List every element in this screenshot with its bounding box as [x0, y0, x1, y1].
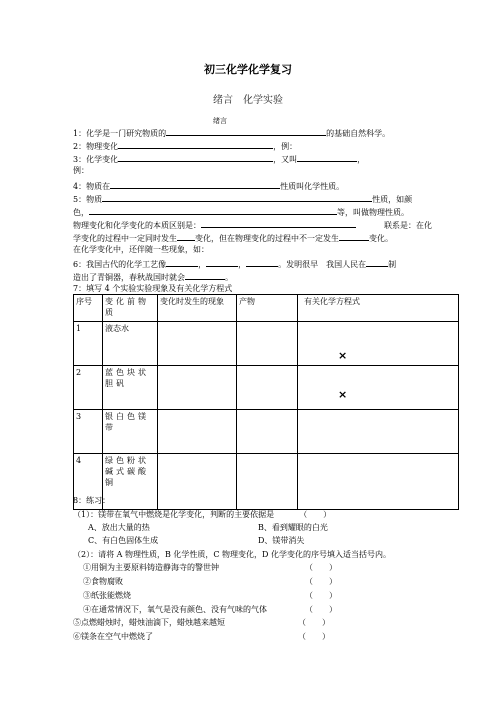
row-product-cell[interactable] — [237, 366, 298, 410]
q5-line-2 — [73, 206, 409, 218]
row-phenomenon-cell[interactable] — [158, 454, 237, 510]
option-d: D、镁带消失 — [258, 536, 305, 545]
row-substance: 液态水 — [103, 322, 158, 366]
q5-line — [73, 193, 412, 205]
table-row — [74, 410, 459, 454]
exercise-q2: （2）：请将 A 物理性质，B 化学性质，C 物理变化，D 化学变化的序号填入适当括号内。 — [73, 550, 391, 559]
q6-blank-1[interactable] — [166, 258, 198, 267]
list-item: ④在通常情况下，氧气是没有颜色、没有气味的气体 — [83, 605, 267, 614]
table-header-row — [74, 295, 459, 322]
relation-blank-1[interactable] — [177, 232, 195, 241]
q1-blank[interactable] — [166, 127, 326, 136]
q3-text: 3：化学变化 — [73, 155, 119, 164]
relation-blank-2[interactable] — [339, 232, 369, 241]
option-a: A、放出大量的热 — [88, 523, 150, 532]
q5-text-end: 等，叫做物理性质。 — [337, 208, 409, 217]
list-item: ①用铜为主要原料铸造静海寺的警世钟 — [83, 563, 219, 572]
q3-line — [73, 153, 365, 165]
header-equation: 有关化学方程式 — [298, 295, 459, 322]
q4-text-end: 性质叫化学性质。 — [280, 182, 345, 191]
row-no: 3 — [74, 410, 103, 454]
row-product-cell[interactable] — [237, 322, 298, 366]
q6-line-2 — [73, 271, 233, 283]
answer-paren[interactable]: （ ） — [305, 605, 337, 614]
row-product-cell[interactable] — [237, 454, 298, 510]
q5-blank-1[interactable] — [102, 193, 372, 202]
q2-text-end: ，例： — [273, 142, 298, 151]
chapter-subtitle: 绪言 化学实验 — [213, 95, 283, 106]
q6-period: 。 — [225, 273, 233, 282]
row-equation-cell[interactable] — [298, 366, 459, 410]
diff-text: 物理变化和化学变化的本质区别是： — [73, 221, 201, 230]
list-item: ②食物腐败 — [83, 577, 123, 586]
q3-text-end: ， — [357, 155, 366, 164]
q1-line — [73, 127, 390, 139]
header-phenomenon: 变化时发生的现象 — [158, 295, 237, 322]
table-row — [74, 322, 459, 366]
section-heading: 绪言 — [213, 117, 227, 125]
table-row — [74, 366, 459, 410]
row-equation-cell[interactable] — [298, 322, 459, 366]
q6-blank-4[interactable] — [366, 258, 388, 267]
q6-blank-2[interactable] — [206, 258, 238, 267]
cross-mark-row1: × — [338, 349, 348, 362]
diff-line — [73, 219, 432, 231]
row-phenomenon-cell[interactable] — [158, 366, 237, 410]
q6-text-end: 制 — [388, 260, 397, 269]
q3-blank-2[interactable] — [297, 153, 357, 162]
diff-blank[interactable] — [201, 219, 356, 228]
q6-text: 6：我国古代的化学工艺像 — [73, 260, 167, 269]
q6-blank-5[interactable] — [185, 271, 225, 280]
list-item: ⑥镁条在空气中燃烧了 — [73, 632, 153, 641]
answer-paren[interactable]: （ ） — [298, 632, 330, 641]
q1-text: 1：化学是一门研究物质的 — [73, 129, 167, 138]
q5-text: 5：物质 — [73, 195, 103, 204]
relation-text-2: 学变化的过程中一定同时发生 — [73, 234, 177, 243]
q2-blank[interactable] — [118, 140, 273, 149]
q2-line — [73, 140, 297, 152]
q6-blank-3[interactable] — [246, 258, 278, 267]
page-title: 初三化学化学复习 — [204, 63, 292, 76]
cross-mark-row2: × — [338, 388, 348, 401]
header-substance: 变化前物质 — [103, 295, 158, 322]
q6-comma-1: ， — [198, 260, 207, 269]
list-item: ③纸张能燃烧 — [83, 591, 131, 600]
row-equation-cell[interactable] — [298, 454, 459, 510]
row-substance: 蓝色块状胆矾 — [103, 366, 158, 410]
row-product-cell[interactable] — [237, 410, 298, 454]
exercise-q1 — [73, 510, 331, 520]
q7-heading: 7：填写 4 个实验实验现象及有关化学方程式 — [73, 284, 233, 293]
q6-line — [73, 258, 396, 270]
q3-blank-1[interactable] — [118, 153, 273, 162]
list-item: ⑤点燃蜡烛时，蜡烛油滴下，蜡烛越来越短 — [73, 618, 225, 627]
row-substance: 绿色粉状碱式碳酸铜 — [103, 454, 158, 510]
header-no: 序号 — [74, 295, 103, 322]
option-b: B、看到耀眼的白光 — [258, 523, 328, 532]
q3-example: 例： — [73, 166, 89, 175]
row-no: 2 — [74, 366, 103, 410]
table-row — [74, 454, 459, 510]
q5-text-mid: 性质，如颜 — [372, 195, 413, 204]
relation-text-end: 变化。 — [369, 234, 393, 243]
row-no: 4 — [74, 454, 103, 510]
answer-paren[interactable]: （ ） — [305, 563, 337, 572]
row-substance: 银白色镁带 — [103, 410, 158, 454]
q3-text-mid: ，又叫 — [273, 155, 298, 164]
option-c: C、有白色固体生成 — [88, 536, 159, 545]
q5-text-color: 色， — [73, 208, 89, 217]
experiment-table — [73, 294, 459, 510]
q2-text: 2：物理变化 — [73, 142, 119, 151]
exercise-heading: 8：练习： — [73, 496, 111, 505]
exercise-q1-text: （1）：镁带在氧气中燃烧是化学变化，判断的主要依据是 — [73, 510, 275, 519]
q6-comma-2: ， — [238, 260, 247, 269]
answer-paren[interactable]: （ ） — [305, 591, 337, 600]
q4-blank[interactable] — [110, 180, 280, 189]
q4-text: 4：物质在 — [73, 182, 111, 191]
phenomenon-line: 在化学变化中，还伴随一些现象，如： — [73, 245, 209, 254]
relation-line — [73, 232, 393, 244]
answer-paren[interactable]: （ ） — [299, 510, 332, 519]
q6-text-mid: 。发明很早 我国人民在 — [278, 260, 367, 269]
row-phenomenon-cell[interactable] — [158, 322, 237, 366]
header-product: 产物 — [237, 295, 298, 322]
relation-text-3: 变化，但在物理变化的过程中不一定发生 — [195, 234, 339, 243]
relation-text: 联系是：在化 — [384, 221, 432, 230]
answer-paren[interactable]: （ ） — [298, 618, 330, 627]
q6-text-2: 造出了青铜器，春秋战国时就会 — [73, 273, 185, 282]
row-phenomenon-cell[interactable] — [158, 410, 237, 454]
q4-line — [73, 180, 344, 192]
q5-blank-2[interactable] — [89, 206, 337, 215]
q1-text-end: 的基础自然科学。 — [326, 129, 391, 138]
row-no: 1 — [74, 322, 103, 366]
answer-paren[interactable]: （ ） — [305, 577, 337, 586]
row-equation-cell[interactable] — [298, 410, 459, 454]
